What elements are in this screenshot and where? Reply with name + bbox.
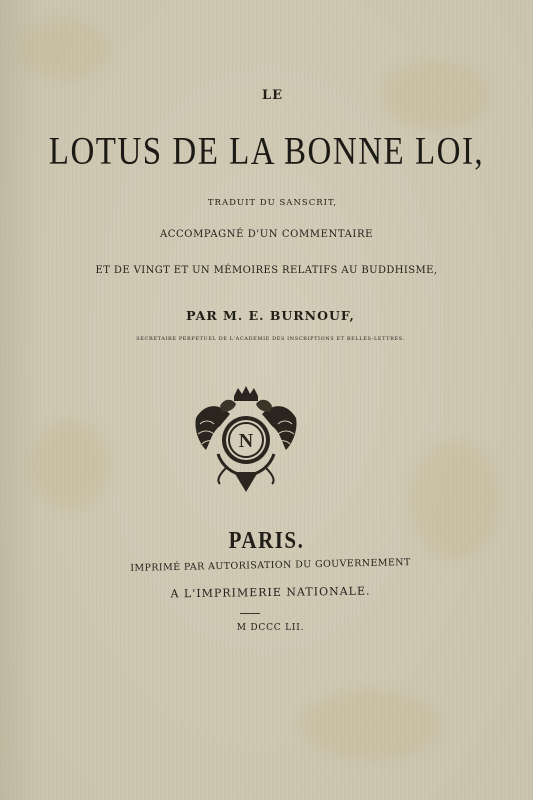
translated-from-line: TRADUIT DU SANSCRIT, [207, 198, 338, 208]
paper-stain [20, 20, 110, 80]
book-title: LOTUS DE LA BONNE LOI, [48, 130, 485, 174]
emblem-monogram: N [238, 430, 254, 452]
commentary-line: ACCOMPAGNÉ D'UN COMMENTAIRE [159, 229, 374, 240]
title-article: LE [261, 88, 284, 103]
author-line: PAR M. E. BURNOUF, [186, 308, 355, 323]
city: PARIS. [228, 526, 305, 554]
memoirs-line: ET DE VINGT ET UN MÉMOIRES RELATIFS AU BUDDHISME, [95, 265, 438, 276]
paper-stain [30, 420, 110, 510]
divider-rule [240, 613, 260, 614]
author-title-line: SECRÉTAIRE PERPÉTUEL DE L'ACADÉMIE DES INSCRIPTIONS ET BELLES-LETTRES. [136, 336, 405, 342]
publication-date: M DCCC LII. [236, 623, 305, 633]
paper-stain [300, 690, 440, 760]
imperial-eagle-emblem [190, 384, 302, 494]
imprint-line: IMPRIMÉ PAR AUTORISATION DU GOUVERNEMENT [130, 557, 411, 574]
printer-line: A L'IMPRIMERIE NATIONALE. [170, 584, 371, 601]
